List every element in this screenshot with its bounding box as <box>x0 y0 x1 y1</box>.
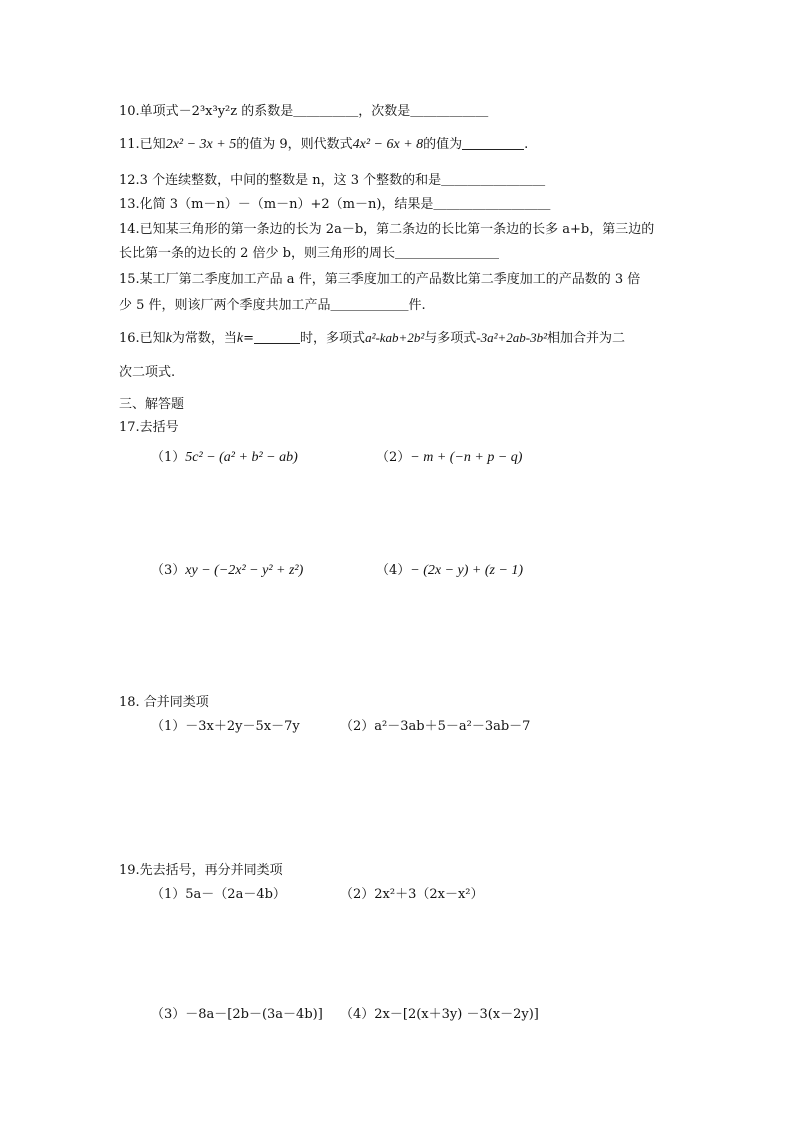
q16-k-variable: k <box>165 331 172 346</box>
q18-item-1-expression: －3x＋2y－5x－7y <box>185 719 300 734</box>
q11-suffix: 的值为 <box>423 137 463 152</box>
q19-item-1-label: （1） <box>151 887 186 902</box>
question-12: 12.3 个连续整数，中间的整数是 n，这 3 个整数的和是＿＿＿＿＿＿＿＿ <box>119 173 546 188</box>
question-16-line-1 <box>119 329 625 348</box>
q18-item-2 <box>340 718 530 736</box>
q19-item-1 <box>151 886 286 904</box>
question-10: 10.单项式－2³x³y²z 的系数是＿＿＿＿＿，次数是＿＿＿＿＿＿ <box>119 104 489 119</box>
q17-item-2-expression: − m + (−n + p − q) <box>410 450 523 465</box>
q17-item-2-label: （2） <box>376 450 411 465</box>
q19-item-2-label: （2） <box>340 887 375 902</box>
q11-answer-blank[interactable] <box>462 136 524 150</box>
q19-item-2 <box>340 886 484 904</box>
question-15-line-2: 少 5 件，则该厂两个季度共加工产品＿＿＿＿＿＿件. <box>119 298 426 313</box>
q16-equals: = <box>243 331 255 346</box>
q18-item-2-expression: a²－3ab＋5－a²－3ab－7 <box>374 719 531 734</box>
section-heading: 三、解答题 <box>119 397 185 412</box>
q16-k-variable-2: k <box>236 331 244 346</box>
q17-item-1 <box>151 449 298 467</box>
question-16-line-2: 次二项式. <box>119 365 176 380</box>
q16-answer-blank[interactable] <box>254 330 300 344</box>
question-18-title: 18. 合并同类项 <box>119 695 209 710</box>
question-11 <box>119 136 528 154</box>
question-14-line-1: 14.已知某三角形的第一条边的长为 2a－b，第二条边的长比第一条边的长多 a+b，第三边的 <box>119 222 655 237</box>
q16-part5: 与多项式 <box>424 331 477 346</box>
question-19-title: 19.先去括号，再分并同类项 <box>119 863 283 878</box>
q17-item-3-expression: xy − (−2x² − y² + z²) <box>185 563 304 578</box>
q17-item-3 <box>151 562 303 580</box>
q16-part4: 时，多项式 <box>300 331 366 346</box>
q17-item-1-expression: 5c² − (a² + b² − ab) <box>185 450 298 465</box>
q19-item-4-expression: 2x－[2(x＋3y) －3(x－2y)] <box>374 1007 539 1022</box>
q11-end: . <box>524 137 529 152</box>
q16-part2: 为常数，当 <box>171 331 237 346</box>
q11-mid: 的值为 9，则代数式 <box>236 137 353 152</box>
q17-item-2 <box>376 449 522 467</box>
q17-item-4 <box>376 562 523 580</box>
q19-item-3-expression: －8a－[2b－(3a－4b)] <box>185 1007 323 1022</box>
q16-part1: 16.已知 <box>119 331 166 346</box>
q11-expression-2: 4x² − 6x + 8 <box>352 137 424 152</box>
q18-item-1 <box>151 718 300 736</box>
question-14-line-2: 长比第一条的边长的 2 倍少 b，则三角形的周长＿＿＿＿＿＿＿＿ <box>119 246 499 261</box>
q11-prefix: 11.已知 <box>119 137 166 152</box>
q18-item-2-label: （2） <box>340 719 375 734</box>
q17-item-4-expression: − (2x − y) + (z − 1) <box>410 563 524 578</box>
q19-item-2-expression: 2x²＋3（2x－x²） <box>374 887 484 902</box>
q19-item-3 <box>151 1006 323 1024</box>
q19-item-4-label: （4） <box>340 1007 375 1022</box>
q18-item-1-label: （1） <box>151 719 186 734</box>
question-15-line-1: 15.某工厂第二季度加工产品 a 件，第三季度加工的产品数比第二季度加工的产品数的 3 倍 <box>119 272 641 287</box>
q19-item-1-expression: 5a－（2a－4b） <box>185 887 286 902</box>
q19-item-3-label: （3） <box>151 1007 186 1022</box>
q11-expression-1: 2x² − 3x + 5 <box>165 137 237 152</box>
question-17-title: 17.去括号 <box>119 420 179 435</box>
q17-item-3-label: （3） <box>151 563 186 578</box>
q16-polynomial-2: -3a²+2ab-3b² <box>476 330 547 345</box>
q16-part6: 相加合并为二 <box>546 331 625 346</box>
q19-item-4 <box>340 1006 539 1024</box>
q17-item-4-label: （4） <box>376 563 411 578</box>
q16-polynomial-1: a²-kab+2b² <box>365 330 425 345</box>
q17-item-1-label: （1） <box>151 450 186 465</box>
question-13: 13.化简 3（m－n）－（m－n）+2（m－n)，结果是＿＿＿＿＿＿＿＿＿ <box>119 197 551 212</box>
